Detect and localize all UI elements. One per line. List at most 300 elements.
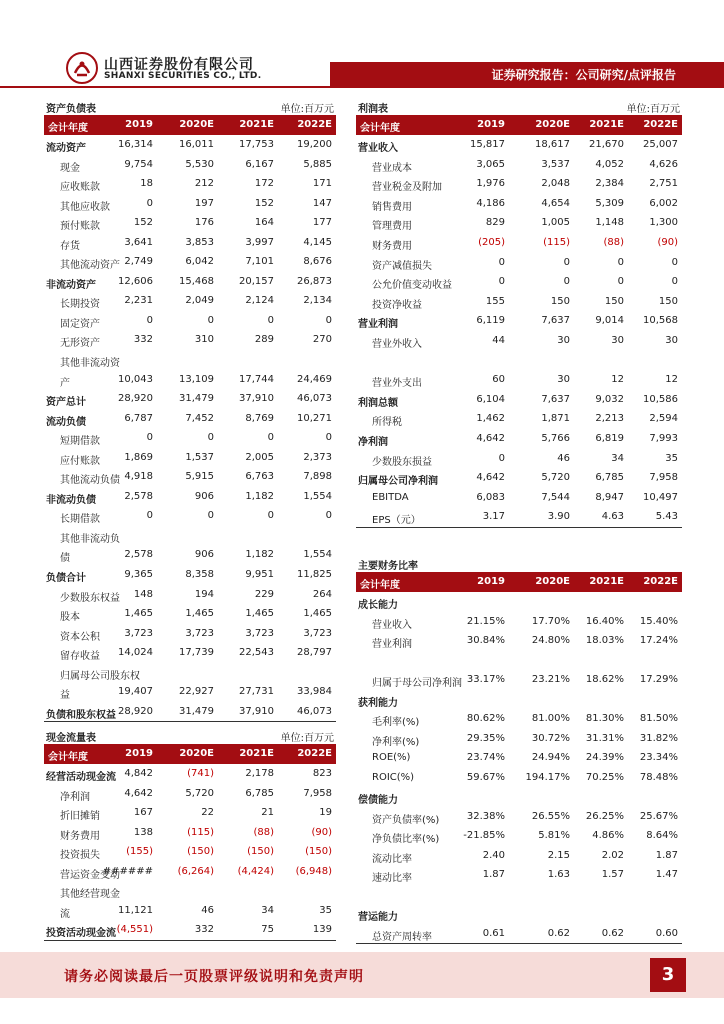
cell-2020e: 81.00%	[531, 713, 570, 724]
header-year: 2022E	[643, 119, 678, 130]
cell-2020e: 3.90	[547, 511, 570, 523]
cell-2022e: 2,373	[303, 451, 332, 463]
cell-2022e: 0	[671, 276, 678, 288]
table-row	[44, 881, 336, 901]
row-label: 投资净收益	[372, 299, 422, 311]
cell-2021e: 229	[254, 588, 274, 600]
cell-2021e: 1,182	[245, 549, 274, 561]
row-label: 非流动负债	[46, 494, 96, 506]
table-row	[356, 709, 682, 729]
cell-2021e: 6,785	[245, 787, 274, 799]
cell-2022e: 4,145	[303, 236, 332, 248]
cell-2019: 3,723	[124, 627, 153, 639]
cell-2020e: 0	[207, 510, 214, 522]
row-label: 存货	[60, 240, 80, 252]
cell-2019: 59.67%	[466, 771, 505, 783]
table-bottom-rule	[44, 721, 336, 722]
row-label: 债	[60, 553, 70, 565]
table-bottom-rule	[44, 940, 336, 941]
table-row	[44, 311, 336, 331]
row-label: 折旧摊销	[60, 811, 100, 822]
header-divider	[0, 86, 724, 88]
row-label: 现金	[60, 162, 80, 174]
cell-2021e: 70.25%	[585, 771, 624, 783]
cell-2019: 0.61	[482, 927, 505, 939]
row-label: 销售费用	[372, 201, 412, 213]
table-row	[356, 194, 682, 214]
cell-2020e: 15,468	[179, 275, 214, 287]
row-label: 投资活动现金流	[46, 928, 116, 939]
cell-2019: 0	[498, 452, 505, 464]
cell-2019: 18	[140, 178, 153, 190]
cell-2022e: 3,723	[303, 627, 332, 639]
table-row	[356, 807, 682, 827]
cell-2020e: 332	[194, 924, 214, 935]
header-year: 2020E	[179, 748, 214, 759]
cell-2019: (4,551)	[116, 924, 153, 935]
table-row	[356, 155, 682, 175]
cell-2021e: 1,148	[595, 217, 624, 229]
header-year: 2019	[125, 748, 153, 759]
disclaimer-text: 请务必阅读最后一页股票评级说明和免责声明	[64, 969, 364, 985]
page-header	[0, 0, 724, 92]
row-label: 非流动资产	[46, 279, 96, 291]
cell-2021e: 34	[611, 452, 624, 464]
row-label: 营业税金及附加	[372, 182, 442, 194]
row-label: 流动负债	[46, 416, 86, 428]
row-label: 总资产周转率	[372, 931, 432, 943]
cell-2019: (155)	[126, 846, 153, 857]
table-row	[356, 826, 682, 846]
table-row	[356, 233, 682, 253]
cell-2022e: (150)	[305, 846, 332, 857]
table-row	[356, 865, 682, 885]
table-row	[356, 292, 682, 312]
table-row	[44, 920, 336, 940]
table-row	[356, 213, 682, 233]
cell-2022e: 1.87	[655, 849, 678, 861]
cell-2021e: 6,763	[245, 471, 274, 483]
cell-2020e: 194	[194, 588, 214, 600]
cell-2020e: 0	[563, 256, 570, 268]
cell-2021e: 152	[254, 197, 274, 209]
cell-2020e: 1,537	[185, 451, 214, 463]
cell-2021e: 0	[267, 314, 274, 326]
row-label: 利润总额	[358, 397, 398, 409]
cell-2019: 332	[133, 334, 153, 346]
header-year: 2021E	[239, 119, 274, 130]
table-row	[356, 272, 682, 292]
cell-2022e: 5,885	[303, 158, 332, 170]
table-row	[356, 488, 682, 508]
cell-2021e: 8,947	[595, 491, 624, 503]
row-label: EBITDA	[372, 491, 409, 503]
table-row	[356, 449, 682, 469]
cell-2022e: 33,984	[297, 686, 332, 698]
cell-2019: 4,642	[476, 472, 505, 484]
table-row	[44, 682, 336, 702]
cell-2020e: 0	[563, 276, 570, 288]
cell-2019: 4,186	[476, 197, 505, 209]
cell-2019: 6,119	[476, 315, 505, 327]
cell-2021e: 3,997	[245, 236, 274, 248]
cell-2020e: 212	[194, 178, 214, 190]
cell-2021e: 7,101	[245, 256, 274, 268]
cell-2022e: 0	[325, 432, 332, 444]
cell-2022e: 10,586	[643, 393, 678, 405]
cell-2019: 23.74%	[466, 752, 505, 763]
table-unit: 单位:百万元	[280, 104, 334, 115]
header-label: 会计年度	[360, 123, 400, 134]
table-row	[44, 194, 336, 214]
cell-2020e: 30	[557, 374, 570, 386]
cell-2022e: 7,958	[649, 472, 678, 484]
cell-2020e: 18,617	[535, 139, 570, 150]
cell-2021e: 6,167	[245, 158, 274, 170]
cell-2022e: 1,554	[303, 490, 332, 502]
cell-2022e: 30	[665, 334, 678, 346]
cell-2021e: 16.40%	[585, 615, 624, 627]
cell-2022e: 0	[671, 256, 678, 268]
cell-2021e: 289	[254, 334, 274, 346]
cell-2022e: 15.40%	[639, 615, 678, 627]
cell-2022e: 147	[312, 197, 332, 209]
table-title: 资产负债表	[46, 104, 96, 115]
cell-2019: 15,817	[470, 139, 505, 150]
cell-2021e: 0	[267, 432, 274, 444]
table-row	[356, 468, 682, 488]
row-label: 营业外支出	[372, 378, 422, 390]
row-label: 预付账款	[60, 221, 100, 233]
cell-2022e: 12	[665, 374, 678, 386]
cell-2019: 1.87	[482, 869, 505, 880]
cell-2021e: 2.02	[601, 849, 624, 861]
cell-2020e: 7,452	[185, 412, 214, 424]
cell-2021e: 37,910	[239, 705, 274, 717]
row-label: 偿债能力	[358, 795, 398, 806]
row-label: 营业收入	[372, 619, 412, 631]
cell-2022e: 150	[658, 295, 678, 307]
header-year: 2021E	[589, 576, 624, 587]
cell-2022e: 5.43	[655, 511, 678, 523]
table-row	[44, 350, 336, 370]
cell-2022e: 19	[319, 807, 332, 818]
cell-2019: 28,920	[118, 705, 153, 717]
row-label: 营业收入	[358, 143, 398, 154]
cell-2019: ######	[102, 865, 153, 877]
cell-2021e: 0.62	[601, 927, 624, 939]
financial-ratios-table	[356, 554, 682, 944]
row-label: 所得税	[372, 417, 402, 429]
row-label: 财务费用	[372, 240, 412, 252]
row-label: 其他流动负债	[60, 475, 120, 487]
cell-2020e: 1,005	[541, 217, 570, 229]
cell-2019: 4,918	[124, 471, 153, 483]
table-unit: 单位:百万元	[280, 733, 334, 744]
table-header	[44, 744, 336, 764]
cell-2020e: (741)	[187, 768, 214, 779]
table-row	[44, 803, 336, 823]
cell-2022e: 1,554	[303, 549, 332, 561]
row-label: 长期借款	[60, 514, 100, 526]
cell-2020e: 6,042	[185, 256, 214, 268]
row-label: 营运资金变动	[60, 869, 120, 881]
cell-2019: 6,787	[124, 412, 153, 424]
row-label: 其他应收款	[60, 201, 110, 213]
row-label: 管理费用	[372, 221, 412, 233]
report-type: 证券研究报告：公司研究/点评报告	[491, 68, 676, 82]
cell-2019: 3,641	[124, 236, 153, 248]
row-label: 少数股东权益	[60, 592, 120, 604]
cell-2022e: 0	[325, 510, 332, 522]
row-label: 无形资产	[60, 338, 100, 350]
cell-2020e: 5,915	[185, 471, 214, 483]
cell-2022e: 46,073	[297, 393, 332, 405]
cell-2021e: 9,951	[245, 569, 274, 581]
cell-2022e: 139	[312, 924, 332, 935]
cell-2019: 4,642	[476, 432, 505, 444]
cell-2019: 9,754	[124, 158, 153, 170]
row-label: 其他非流动负	[60, 533, 120, 545]
row-label: 资产减值损失	[372, 260, 432, 272]
header-year: 2020E	[535, 119, 570, 130]
row-label: 其他非流动资	[60, 358, 120, 370]
row-label: 净利润	[358, 436, 388, 448]
row-label: 归属于母公司净利润	[372, 678, 462, 689]
row-label: 少数股东损益	[372, 456, 432, 468]
row-label: 流动比率	[372, 853, 412, 865]
table-row	[44, 448, 336, 468]
table-row	[44, 155, 336, 175]
row-label: 归属母公司净利润	[358, 476, 438, 488]
table-row	[356, 924, 682, 944]
header-label: 会计年度	[48, 123, 88, 134]
cell-2021e: 18.03%	[585, 635, 624, 646]
cell-2019: 1,869	[124, 451, 153, 463]
table-row	[356, 670, 682, 690]
cell-2020e: 2.15	[547, 849, 570, 861]
row-label: 长期投资	[60, 299, 100, 311]
cell-2020e: 5,530	[185, 158, 214, 170]
table-row	[356, 729, 682, 749]
cell-2021e: 0	[617, 276, 624, 288]
cell-2022e: 264	[312, 588, 332, 600]
cell-2019: 0	[498, 256, 505, 268]
table-row	[44, 409, 336, 429]
table-row	[44, 272, 336, 292]
cell-2022e: 171	[312, 178, 332, 190]
cell-2020e: 0	[207, 432, 214, 444]
row-label: 净利率(%)	[372, 736, 420, 748]
row-label: 其他流动资产	[60, 260, 120, 272]
table-row	[44, 624, 336, 644]
cell-2019: 9,365	[124, 569, 153, 581]
table-row	[44, 467, 336, 487]
table-row	[44, 604, 336, 624]
cell-2022e: 10,271	[297, 412, 332, 424]
cell-2019: 80.62%	[466, 713, 505, 724]
cell-2022e: 2,134	[303, 295, 332, 307]
cell-2021e: (88)	[253, 826, 274, 838]
table-row	[356, 768, 682, 788]
row-label: 营业利润	[358, 319, 398, 331]
cell-2021e: 9,032	[595, 393, 624, 405]
table-row	[356, 370, 682, 390]
table-row	[356, 390, 682, 410]
row-label: 资本公积	[60, 631, 100, 643]
cell-2021e: 27,731	[239, 686, 274, 698]
cell-2022e: 25.67%	[639, 810, 678, 822]
table-row	[356, 885, 682, 905]
cell-2020e: 17,739	[179, 647, 214, 659]
cell-2019: 0	[498, 276, 505, 288]
table-row	[356, 904, 682, 924]
cell-2022e: 2,751	[649, 178, 678, 190]
cell-2020e: 24.94%	[531, 752, 570, 763]
table-row	[356, 351, 682, 371]
cell-2019: 2,578	[124, 549, 153, 561]
cell-2020e: 22	[201, 807, 214, 818]
cell-2021e: 26.25%	[585, 810, 624, 822]
cell-2019: 14,024	[118, 647, 153, 659]
table-row	[44, 330, 336, 350]
cell-2022e: 8.64%	[646, 830, 678, 841]
table-row	[44, 643, 336, 663]
cell-2022e: 78.48%	[639, 771, 678, 783]
row-label: 获利能力	[358, 697, 398, 709]
cell-2022e: 0.60	[655, 927, 678, 939]
cell-2019: 155	[485, 295, 505, 307]
cell-2022e: 823	[312, 768, 332, 779]
cell-2019: 148	[133, 588, 153, 600]
cell-2021e: 6,819	[595, 432, 624, 444]
header-label: 会计年度	[360, 580, 400, 591]
row-label: 短期借款	[60, 436, 100, 448]
cell-2019: 3,065	[476, 158, 505, 170]
cell-2020e: 7,637	[541, 315, 570, 327]
page-footer	[0, 952, 724, 998]
cell-2021e: 8,769	[245, 412, 274, 424]
row-label: 成长能力	[358, 600, 398, 611]
cell-2021e: 12	[611, 374, 624, 386]
row-label: 流动资产	[46, 143, 86, 154]
cell-2022e: 1,300	[649, 217, 678, 229]
cell-2021e: 2,178	[245, 768, 274, 779]
header-year: 2020E	[535, 576, 570, 587]
table-row	[356, 174, 682, 194]
table-row	[356, 592, 682, 612]
cell-2021e: 0	[267, 510, 274, 522]
cell-2020e: (6,264)	[177, 865, 214, 877]
table-row	[44, 764, 336, 784]
cell-2021e: (88)	[603, 236, 624, 248]
cell-2020e: 30	[557, 334, 570, 346]
page-number: 3	[650, 958, 686, 992]
cell-2019: 28,920	[118, 393, 153, 405]
cell-2019: 2,231	[124, 295, 153, 307]
cell-2021e: 3,723	[245, 627, 274, 639]
cell-2020e: 0.62	[547, 927, 570, 939]
cell-2019: 4,642	[124, 787, 153, 799]
cell-2021e: 9,014	[595, 315, 624, 327]
cell-2022e: 35	[319, 904, 332, 916]
table-row	[44, 252, 336, 272]
cell-2021e: 31.31%	[585, 732, 624, 744]
cell-2021e: 1,465	[245, 608, 274, 620]
cell-2021e: 2,384	[595, 178, 624, 190]
cell-2022e: 7,958	[303, 787, 332, 799]
cell-2020e: 13,109	[179, 373, 214, 385]
cell-2021e: 2,213	[595, 413, 624, 425]
table-row	[44, 487, 336, 507]
cell-2022e: 17.24%	[639, 635, 678, 646]
cell-2022e: 270	[312, 334, 332, 346]
table-row	[356, 311, 682, 331]
cell-2020e: 310	[194, 334, 214, 346]
cell-2021e: 4.86%	[592, 830, 624, 841]
cell-2019: 21.15%	[466, 615, 505, 627]
row-label: 应付账款	[60, 455, 100, 467]
table-row	[356, 690, 682, 710]
cell-2021e: 4,052	[595, 158, 624, 170]
table-row	[44, 784, 336, 804]
cell-2019: 2,749	[124, 256, 153, 268]
cell-2022e: 19,200	[297, 139, 332, 150]
row-label: 净负债比率(%)	[372, 834, 440, 845]
cell-2019: 29.35%	[466, 732, 505, 744]
cell-2020e: 906	[194, 490, 214, 502]
table-row	[356, 748, 682, 768]
cell-2022e: 1.47	[655, 869, 678, 880]
cell-2021e: (150)	[247, 846, 274, 857]
row-label: 营业外收入	[372, 338, 422, 350]
cell-2022e: 177	[312, 217, 332, 229]
row-label: 速动比率	[372, 873, 412, 884]
header-year: 2022E	[643, 576, 678, 587]
cell-2020e: 5,720	[185, 787, 214, 799]
table-title: 主要财务比率	[358, 561, 418, 572]
cell-2021e: 21,670	[589, 139, 624, 150]
cell-2020e: 31,479	[179, 393, 214, 405]
row-label: 股本	[60, 612, 80, 624]
cell-2021e: 2,124	[245, 295, 274, 307]
row-label: 公允价值变动收益	[372, 280, 452, 292]
table-row	[44, 526, 336, 546]
cell-2022e: (90)	[657, 236, 678, 248]
table-row	[356, 787, 682, 807]
cell-2019: 4,842	[124, 768, 153, 779]
cell-2021e: 37,910	[239, 393, 274, 405]
cell-2022e: 4,626	[649, 158, 678, 170]
cell-2020e: 31,479	[179, 705, 214, 717]
table-row	[44, 823, 336, 843]
row-label: 经营活动现金流	[46, 772, 116, 783]
cell-2021e: 172	[254, 178, 274, 190]
cell-2019: 1,462	[476, 413, 505, 425]
cell-2022e: 11,825	[297, 569, 332, 581]
cash-flow-table	[44, 726, 336, 941]
cell-2022e: 10,497	[643, 491, 678, 503]
cell-2019: 30.84%	[466, 635, 505, 646]
row-label: 产	[60, 377, 70, 389]
cell-2019: -21.85%	[463, 830, 505, 841]
cell-2022e: (90)	[311, 826, 332, 838]
header-year: 2019	[477, 119, 505, 130]
table-row	[356, 409, 682, 429]
cell-2022e: 31.82%	[639, 732, 678, 744]
cell-2020e: 906	[194, 549, 214, 561]
table-row	[44, 901, 336, 921]
